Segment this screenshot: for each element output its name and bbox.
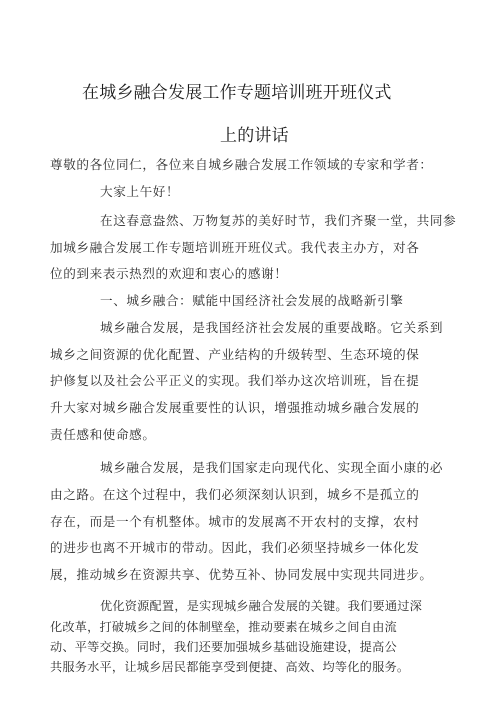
paragraph-line: 位的到来表示热烈的欢迎和衷心的感谢！ bbox=[50, 266, 288, 281]
paragraph-line: 责任感和使命感。 bbox=[50, 427, 156, 442]
paragraph-line: 加城乡融合发展工作专题培训班开班仪式。我代表主办方，对各 bbox=[50, 240, 420, 255]
paragraph-line: 升大家对城乡融合发展重要性的认识，增强推动城乡融合发展的 bbox=[50, 400, 420, 415]
paragraph-line: 在这春意盎然、万物复苏的美好时节，我们齐聚一堂，共同参 bbox=[100, 213, 457, 228]
paragraph-line: 城乡融合发展，是我们国家走向现代化、实现全面小康的必 bbox=[100, 460, 444, 475]
paragraph-line: 存在，而是一个有机整体。城市的发展离不开农村的支撑，农村 bbox=[50, 514, 420, 529]
document-title-line-1: 在城乡融合发展工作专题培训班开班仪式 bbox=[82, 83, 392, 103]
salutation: 尊敬的各位同仁，各位来自城乡融合发展工作领域的专家和学者： bbox=[50, 157, 433, 172]
paragraph-line: 优化资源配置，是实现城乡融合发展的关键。我们要通过深 bbox=[100, 599, 423, 613]
greeting: 大家上午好！ bbox=[100, 184, 180, 199]
paragraph-line: 的进步也离不开城市的带动。因此，我们必须坚持城乡一体化发 bbox=[50, 540, 420, 555]
paragraph-line: 护修复以及社会公平正义的实现。我们举办这次培训班，旨在提 bbox=[50, 373, 420, 388]
document-title-line-2: 上的讲话 bbox=[220, 126, 289, 146]
paragraph-line: 共服务水平，让城乡居民都能享受到便捷、高效、均等化的服务。 bbox=[50, 660, 410, 674]
paragraph-line: 化改革，打破城乡之间的体制壁垒，推动要素在城乡之间自由流 bbox=[50, 620, 397, 634]
paragraph-line: 城乡之间资源的优化配置、产业结构的升级转型、生态环境的保 bbox=[50, 347, 420, 362]
paragraph-line: 动、平等交换。同时，我们还要加强城乡基础设施建设，提高公 bbox=[50, 640, 397, 654]
paragraph-line: 由之路。在这个过程中，我们必须深刻认识到，城乡不是孤立的 bbox=[50, 487, 420, 502]
section-heading: 一、城乡融合：赋能中国经济社会发展的战略新引擎 bbox=[100, 293, 404, 308]
paragraph-line: 城乡融合发展，是我国经济社会发展的重要战略。它关系到 bbox=[100, 320, 444, 335]
paragraph-line: 展，推动城乡在资源共享、优势互补、协同发展中实现共同进步。 bbox=[50, 567, 433, 582]
